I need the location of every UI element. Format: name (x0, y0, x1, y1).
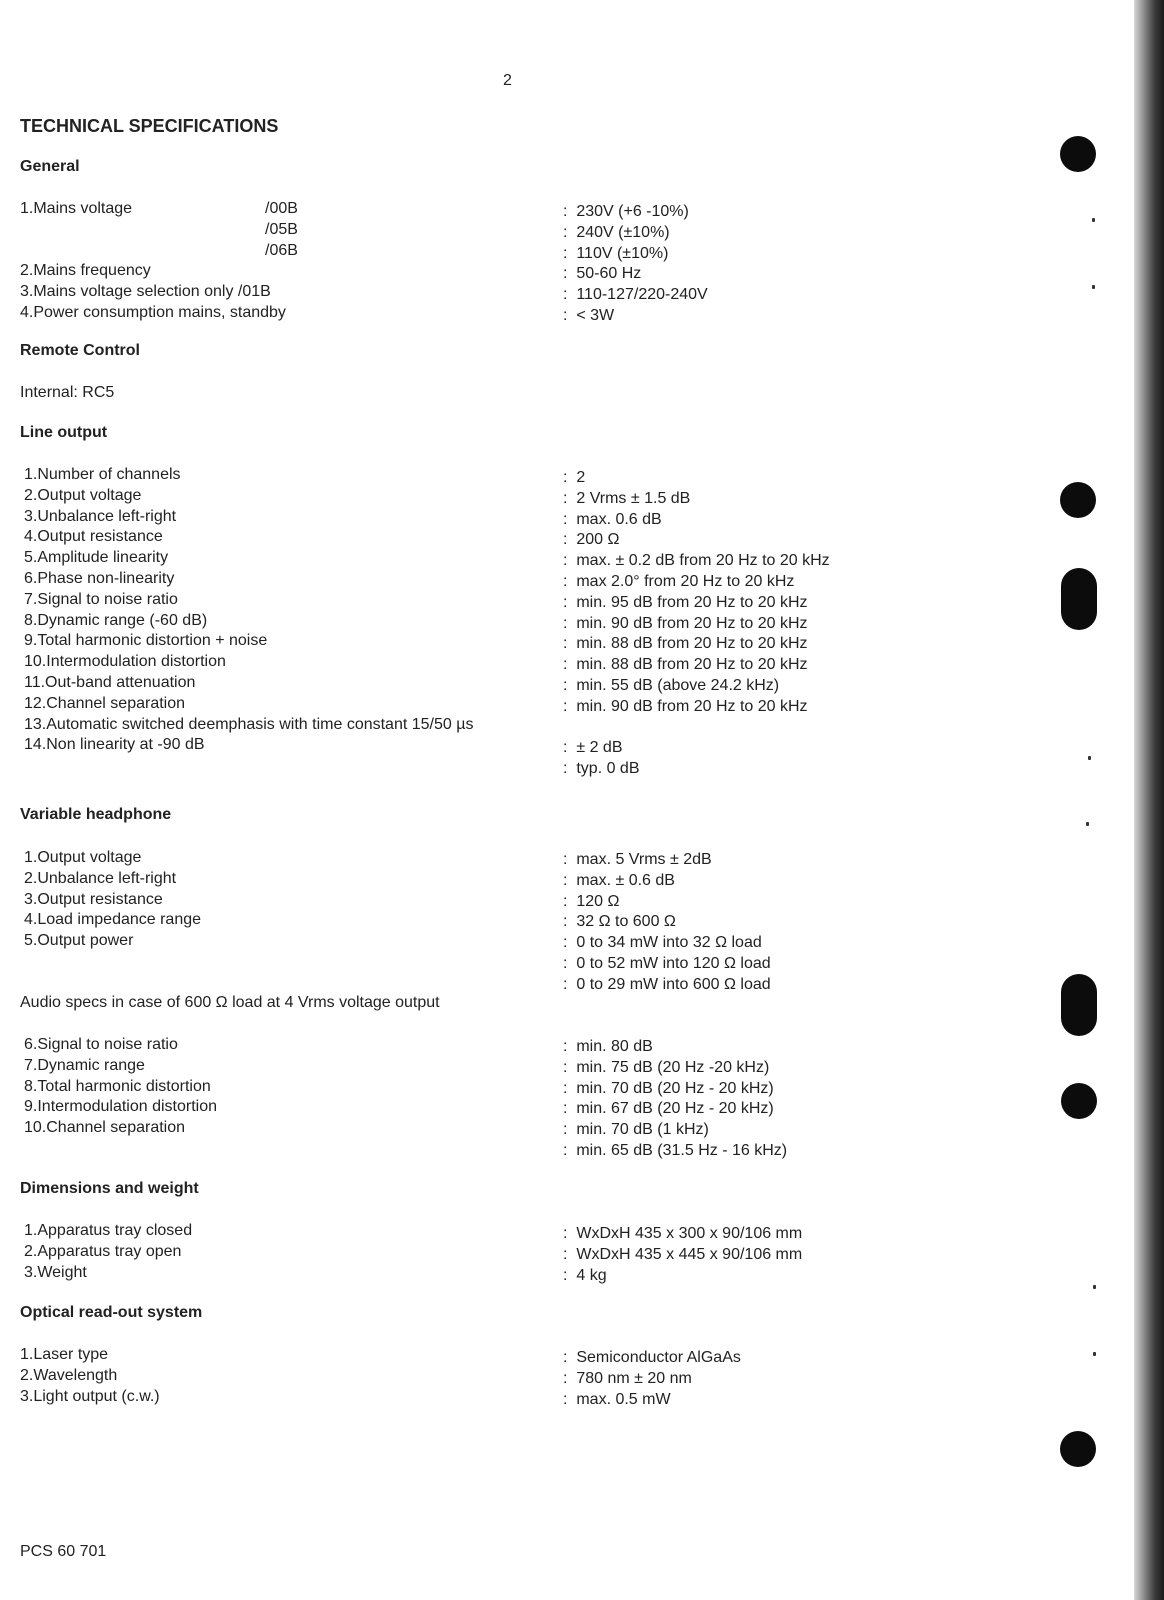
spec-label: 3.Output resistance (24, 890, 163, 908)
punch-hole (1061, 1083, 1097, 1119)
spec-label: 6.Signal to noise ratio (24, 1036, 178, 1053)
spec-value: : 780 nm ± 20 nm (563, 1369, 741, 1390)
section-heading-variable-headphone: Variable headphone (20, 806, 172, 823)
spec-value: : min. 90 dB from 20 Hz to 20 kHz (563, 697, 830, 718)
spec-value: : 32 Ω to 600 Ω (563, 912, 771, 933)
headphone-audio-note: Audio specs in case of 600 Ω load at 4 Vrms voltage output (20, 994, 440, 1011)
spec-value: : 4 kg (563, 1266, 802, 1287)
spec-label: 2.Mains frequency (20, 262, 151, 280)
spec-value: : 110-127/220-240V (563, 285, 708, 306)
spec-label: 4.Power consumption mains, standby (20, 303, 286, 321)
general-variants (265, 199, 298, 261)
spec-label: 3.Mains voltage selection only /01B (20, 283, 271, 301)
footer-document-code: PCS 60 701 (20, 1543, 107, 1560)
spec-value: : 2 Vrms ± 1.5 dB (563, 489, 830, 510)
section-heading-remote-control: Remote Control (20, 342, 140, 359)
spec-value: : 200 Ω (563, 530, 830, 551)
spec-value: : 120 Ω (563, 892, 771, 913)
spec-label: 7.Dynamic range (24, 1056, 145, 1074)
spec-value: : 230V (+6 -10%) (563, 202, 708, 223)
spec-value: : max. 0.6 dB (563, 510, 830, 531)
optical-labels (20, 1345, 160, 1407)
spec-value: : 110V (±10%) (563, 244, 708, 265)
spec-value: : max. ± 0.2 dB from 20 Hz to 20 kHz (563, 551, 830, 572)
spec-value: : typ. 0 dB (563, 759, 830, 780)
dimensions-labels (20, 1221, 192, 1283)
spec-label: 3.Weight (24, 1263, 87, 1281)
optical-values (563, 1348, 741, 1410)
spec-value: : max. 5 Vrms ± 2dB (563, 850, 771, 871)
page-number: 2 (503, 72, 512, 89)
spec-label: 2.Wavelength (20, 1366, 118, 1384)
spec-label: 9.Total harmonic distortion + noise (24, 632, 268, 650)
remote-control-text: Internal: RC5 (20, 384, 115, 401)
scan-speck (1092, 218, 1095, 222)
general-labels (20, 199, 286, 324)
spec-label: 4.Output resistance (24, 528, 163, 546)
spec-value: : max. ± 0.6 dB (563, 871, 771, 892)
line-output-labels (20, 465, 473, 756)
spec-value: : min. 80 dB (563, 1037, 787, 1058)
spec-value: : ± 2 dB (563, 738, 830, 759)
spec-value: : min. 70 dB (1 kHz) (563, 1120, 787, 1141)
scan-speck (1086, 822, 1089, 826)
spec-value: : WxDxH 435 x 300 x 90/106 mm (563, 1224, 802, 1245)
punch-hole (1061, 974, 1097, 1036)
spec-value: : min. 88 dB from 20 Hz to 20 kHz (563, 634, 830, 655)
spec-value: : min. 90 dB from 20 Hz to 20 kHz (563, 614, 830, 635)
section-heading-optical: Optical read-out system (20, 1304, 203, 1321)
variant-code: /05B (265, 220, 298, 238)
spec-label: 11.Out-band attenuation (24, 673, 196, 691)
spec-value: : max. 0.5 mW (563, 1390, 741, 1411)
spec-label: 5.Output power (24, 932, 134, 950)
spec-label: 2.Apparatus tray open (24, 1242, 182, 1260)
spec-label: 10.Channel separation (24, 1119, 186, 1137)
spec-label: 1.Mains voltage (20, 200, 133, 217)
spec-label: 13.Automatic switched deemphasis with time constant 15/50 µs (24, 715, 474, 733)
spec-value: : 0 to 29 mW into 600 Ω load (563, 975, 771, 996)
spec-label: 8.Total harmonic distortion (24, 1077, 211, 1095)
variant-code: /00B (265, 200, 298, 217)
spec-value: : 0 to 34 mW into 32 Ω load (563, 933, 771, 954)
spec-value: : Semiconductor AlGaAs (563, 1348, 741, 1369)
spec-label: 7.Signal to noise ratio (24, 590, 178, 608)
spec-value: : 0 to 52 mW into 120 Ω load (563, 954, 771, 975)
scan-speck (1093, 1285, 1096, 1289)
spec-value: : min. 88 dB from 20 Hz to 20 kHz (563, 655, 830, 676)
spec-label: 1.Laser type (20, 1346, 109, 1363)
punch-hole (1060, 482, 1096, 518)
spec-value: : < 3W (563, 306, 708, 327)
spec-label: 9.Intermodulation distortion (24, 1098, 217, 1116)
spec-value: : min. 95 dB from 20 Hz to 20 kHz (563, 593, 830, 614)
spec-label (20, 241, 286, 262)
spec-value: : 50-60 Hz (563, 264, 708, 285)
spec-label: 3.Unbalance left-right (24, 507, 177, 525)
spec-value: : 240V (±10%) (563, 223, 708, 244)
headphone-labels-2 (20, 1035, 217, 1139)
spec-label: 3.Light output (c.w.) (20, 1387, 160, 1405)
headphone-values (563, 850, 771, 996)
spec-label: 1.Apparatus tray closed (24, 1222, 193, 1239)
spec-value: : min. 55 dB (above 24.2 kHz) (563, 676, 830, 697)
scan-speck (1092, 285, 1095, 289)
spec-value: : 2 (563, 468, 830, 489)
punch-hole (1061, 568, 1097, 630)
punch-hole (1060, 136, 1096, 172)
spec-value: : min. 67 dB (20 Hz - 20 kHz) (563, 1099, 787, 1120)
variant-code: /06B (265, 241, 298, 259)
binder-edge (1134, 0, 1164, 1600)
headphone-labels (20, 848, 201, 952)
spec-label: 14.Non linearity at -90 dB (24, 736, 205, 754)
spec-value: : min. 65 dB (31.5 Hz - 16 kHz) (563, 1141, 787, 1162)
spec-value: : min. 75 dB (20 Hz -20 kHz) (563, 1058, 787, 1079)
spec-label: 5.Amplitude linearity (24, 549, 169, 567)
spec-label: 8.Dynamic range (-60 dB) (24, 611, 208, 629)
scan-speck (1093, 1352, 1096, 1356)
spec-label: 2.Output voltage (24, 486, 142, 504)
spec-value: : min. 70 dB (20 Hz - 20 kHz) (563, 1079, 787, 1100)
headphone-values-2 (563, 1037, 787, 1162)
general-values (563, 202, 708, 327)
scan-speck (1088, 756, 1091, 760)
punch-hole (1060, 1431, 1096, 1467)
section-heading-line-output: Line output (20, 424, 108, 441)
spec-label (20, 220, 286, 241)
dimensions-values (563, 1224, 802, 1286)
spec-label: 4.Load impedance range (24, 911, 202, 929)
document-title: TECHNICAL SPECIFICATIONS (20, 116, 279, 136)
spec-label: 1.Output voltage (24, 849, 142, 866)
section-heading-dimensions: Dimensions and weight (20, 1180, 199, 1197)
spec-value: : WxDxH 435 x 445 x 90/106 mm (563, 1245, 802, 1266)
section-heading-general: General (20, 158, 80, 175)
line-output-values (563, 468, 830, 780)
spec-label: 6.Phase non-linearity (24, 569, 175, 587)
spec-value: : max 2.0° from 20 Hz to 20 kHz (563, 572, 830, 593)
spec-label: 2.Unbalance left-right (24, 869, 177, 887)
spec-label: 10.Intermodulation distortion (24, 653, 226, 671)
spec-label: 12.Channel separation (24, 694, 186, 712)
spec-label: 1.Number of channels (24, 466, 181, 483)
